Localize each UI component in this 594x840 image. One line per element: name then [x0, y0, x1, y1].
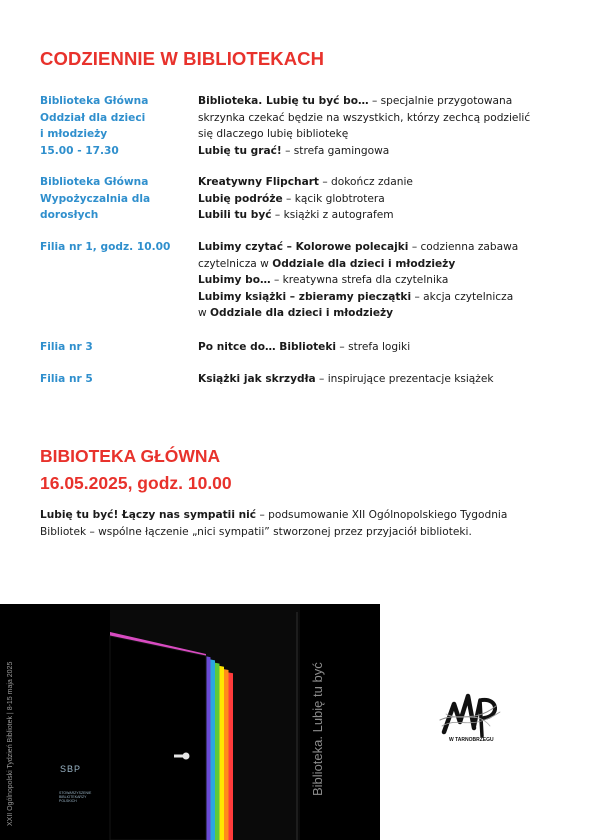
text: się dlaczego lubię bibliotekę	[198, 128, 349, 140]
bold-text: Książki jak skrzydła	[198, 373, 316, 385]
text: – strefa logiki	[336, 341, 411, 353]
sbp-logo: SBP	[60, 764, 82, 774]
text-line	[198, 93, 560, 110]
bold-text: Oddziale dla dzieci i młodzieży	[272, 257, 456, 270]
text: – książki z autografem	[271, 209, 394, 221]
bold-text: Lubię podróże	[198, 192, 283, 205]
schedule-description	[198, 174, 560, 224]
schedule-row-biblioteka-oddzial	[40, 93, 560, 163]
text-line	[198, 207, 560, 224]
text-line	[198, 339, 560, 356]
bold-text: Kreatywny Flipchart	[198, 176, 320, 188]
bold-text: Lubimy bo…	[198, 274, 271, 286]
label-line: i młodzieży	[40, 128, 108, 140]
daily-heading: CODZIENNIE W BIBLIOTEKACH	[40, 48, 325, 69]
text-line	[40, 524, 554, 541]
main-summary	[40, 507, 554, 541]
label-line: Filia nr 1, godz. 10.00	[40, 241, 171, 253]
schedule-description	[198, 93, 560, 159]
label-line: Filia nr 3	[40, 341, 93, 353]
schedule-row-filia-1	[40, 239, 560, 325]
poster-vertical-title: Biblioteka. Lubię tu być	[310, 662, 325, 796]
mbp-caption: W TARNOBRZEGU	[449, 737, 494, 743]
schedule-row-biblioteka-wypozyczalnia	[40, 174, 560, 226]
text-line	[198, 272, 560, 289]
door-panel	[110, 636, 206, 840]
main-library-heading: BIBIOTEKA GŁÓWNA	[40, 446, 221, 466]
text: – codzienna zabawa	[408, 241, 519, 253]
schedule-description	[198, 339, 560, 356]
text: – specjalnie przygotowana	[368, 95, 513, 107]
bold-text: Biblioteka. Lubię tu być bo…	[198, 95, 369, 107]
schedule-label	[40, 174, 190, 224]
text-line	[198, 126, 560, 143]
text-line	[198, 239, 560, 256]
text: – kreatywna strefa dla czytelnika	[270, 274, 449, 286]
text-line	[198, 256, 560, 273]
text: skrzynka czekać będzie na wszystkich, którzy zechcą podzielić	[198, 111, 531, 124]
text-line	[198, 174, 560, 191]
mbp-logo	[430, 676, 530, 756]
text-line	[198, 289, 560, 306]
text-line	[198, 110, 560, 127]
text: – strefa gamingowa	[281, 144, 390, 157]
text-line	[198, 305, 560, 322]
bold-text: Lubię tu być! Łączy nas sympatii nić	[40, 509, 257, 521]
text: Bibliotek – wspólne łączenie „nici sympatii” stworzonej przez przyjaciół biblioteki.	[40, 526, 472, 538]
schedule-row-filia-3	[40, 339, 560, 357]
schedule-label	[40, 93, 190, 159]
label-line: dorosłych	[40, 209, 99, 221]
label-line: Wypożyczalnia dla	[40, 192, 151, 205]
text-line	[198, 371, 560, 388]
text: – dokończ zdanie	[319, 176, 413, 188]
text-line	[40, 507, 554, 524]
label-line: Oddział dla dzieci	[40, 111, 146, 124]
label-line: Filia nr 5	[40, 373, 93, 385]
label-line: Biblioteka Główna	[40, 176, 149, 188]
text: – podsumowanie XII Ogólnopolskiego Tygodnia	[256, 509, 508, 521]
schedule-label	[40, 239, 190, 256]
text: – inspirujące prezentacje książek	[315, 373, 494, 385]
schedule-label	[40, 339, 190, 356]
text: – akcja czytelnicza	[411, 290, 514, 303]
door-handle-lever	[174, 755, 186, 758]
sbp-caption: STOWARZYSZENIE BIBLIOTEKARZY POLSKICH	[59, 791, 92, 803]
text: – kącik globtrotera	[282, 192, 385, 205]
text: czytelnicza w	[198, 257, 273, 270]
text: w	[198, 307, 211, 319]
schedule-label	[40, 371, 190, 388]
bold-text: Lubili tu być	[198, 209, 272, 221]
bold-text: Po nitce do… Biblioteki	[198, 341, 337, 353]
schedule-description	[198, 239, 560, 322]
bold-text: Oddziale dla dzieci i młodzieży	[210, 307, 394, 319]
text-line	[198, 143, 560, 160]
main-library-date: 16.05.2025, godz. 10.00	[40, 473, 232, 493]
label-line: 15.00 - 17.30	[40, 144, 119, 157]
schedule-description	[198, 371, 560, 388]
bold-text: Lubię tu grać!	[198, 144, 282, 157]
bold-text: Lubimy książki – zbieramy pieczątki	[198, 290, 412, 303]
schedule-row-filia-5	[40, 371, 560, 389]
label-line: Biblioteka Główna	[40, 95, 149, 107]
text-line	[198, 191, 560, 208]
bold-text: Lubimy czytać – Kolorowe polecajki	[198, 241, 409, 253]
